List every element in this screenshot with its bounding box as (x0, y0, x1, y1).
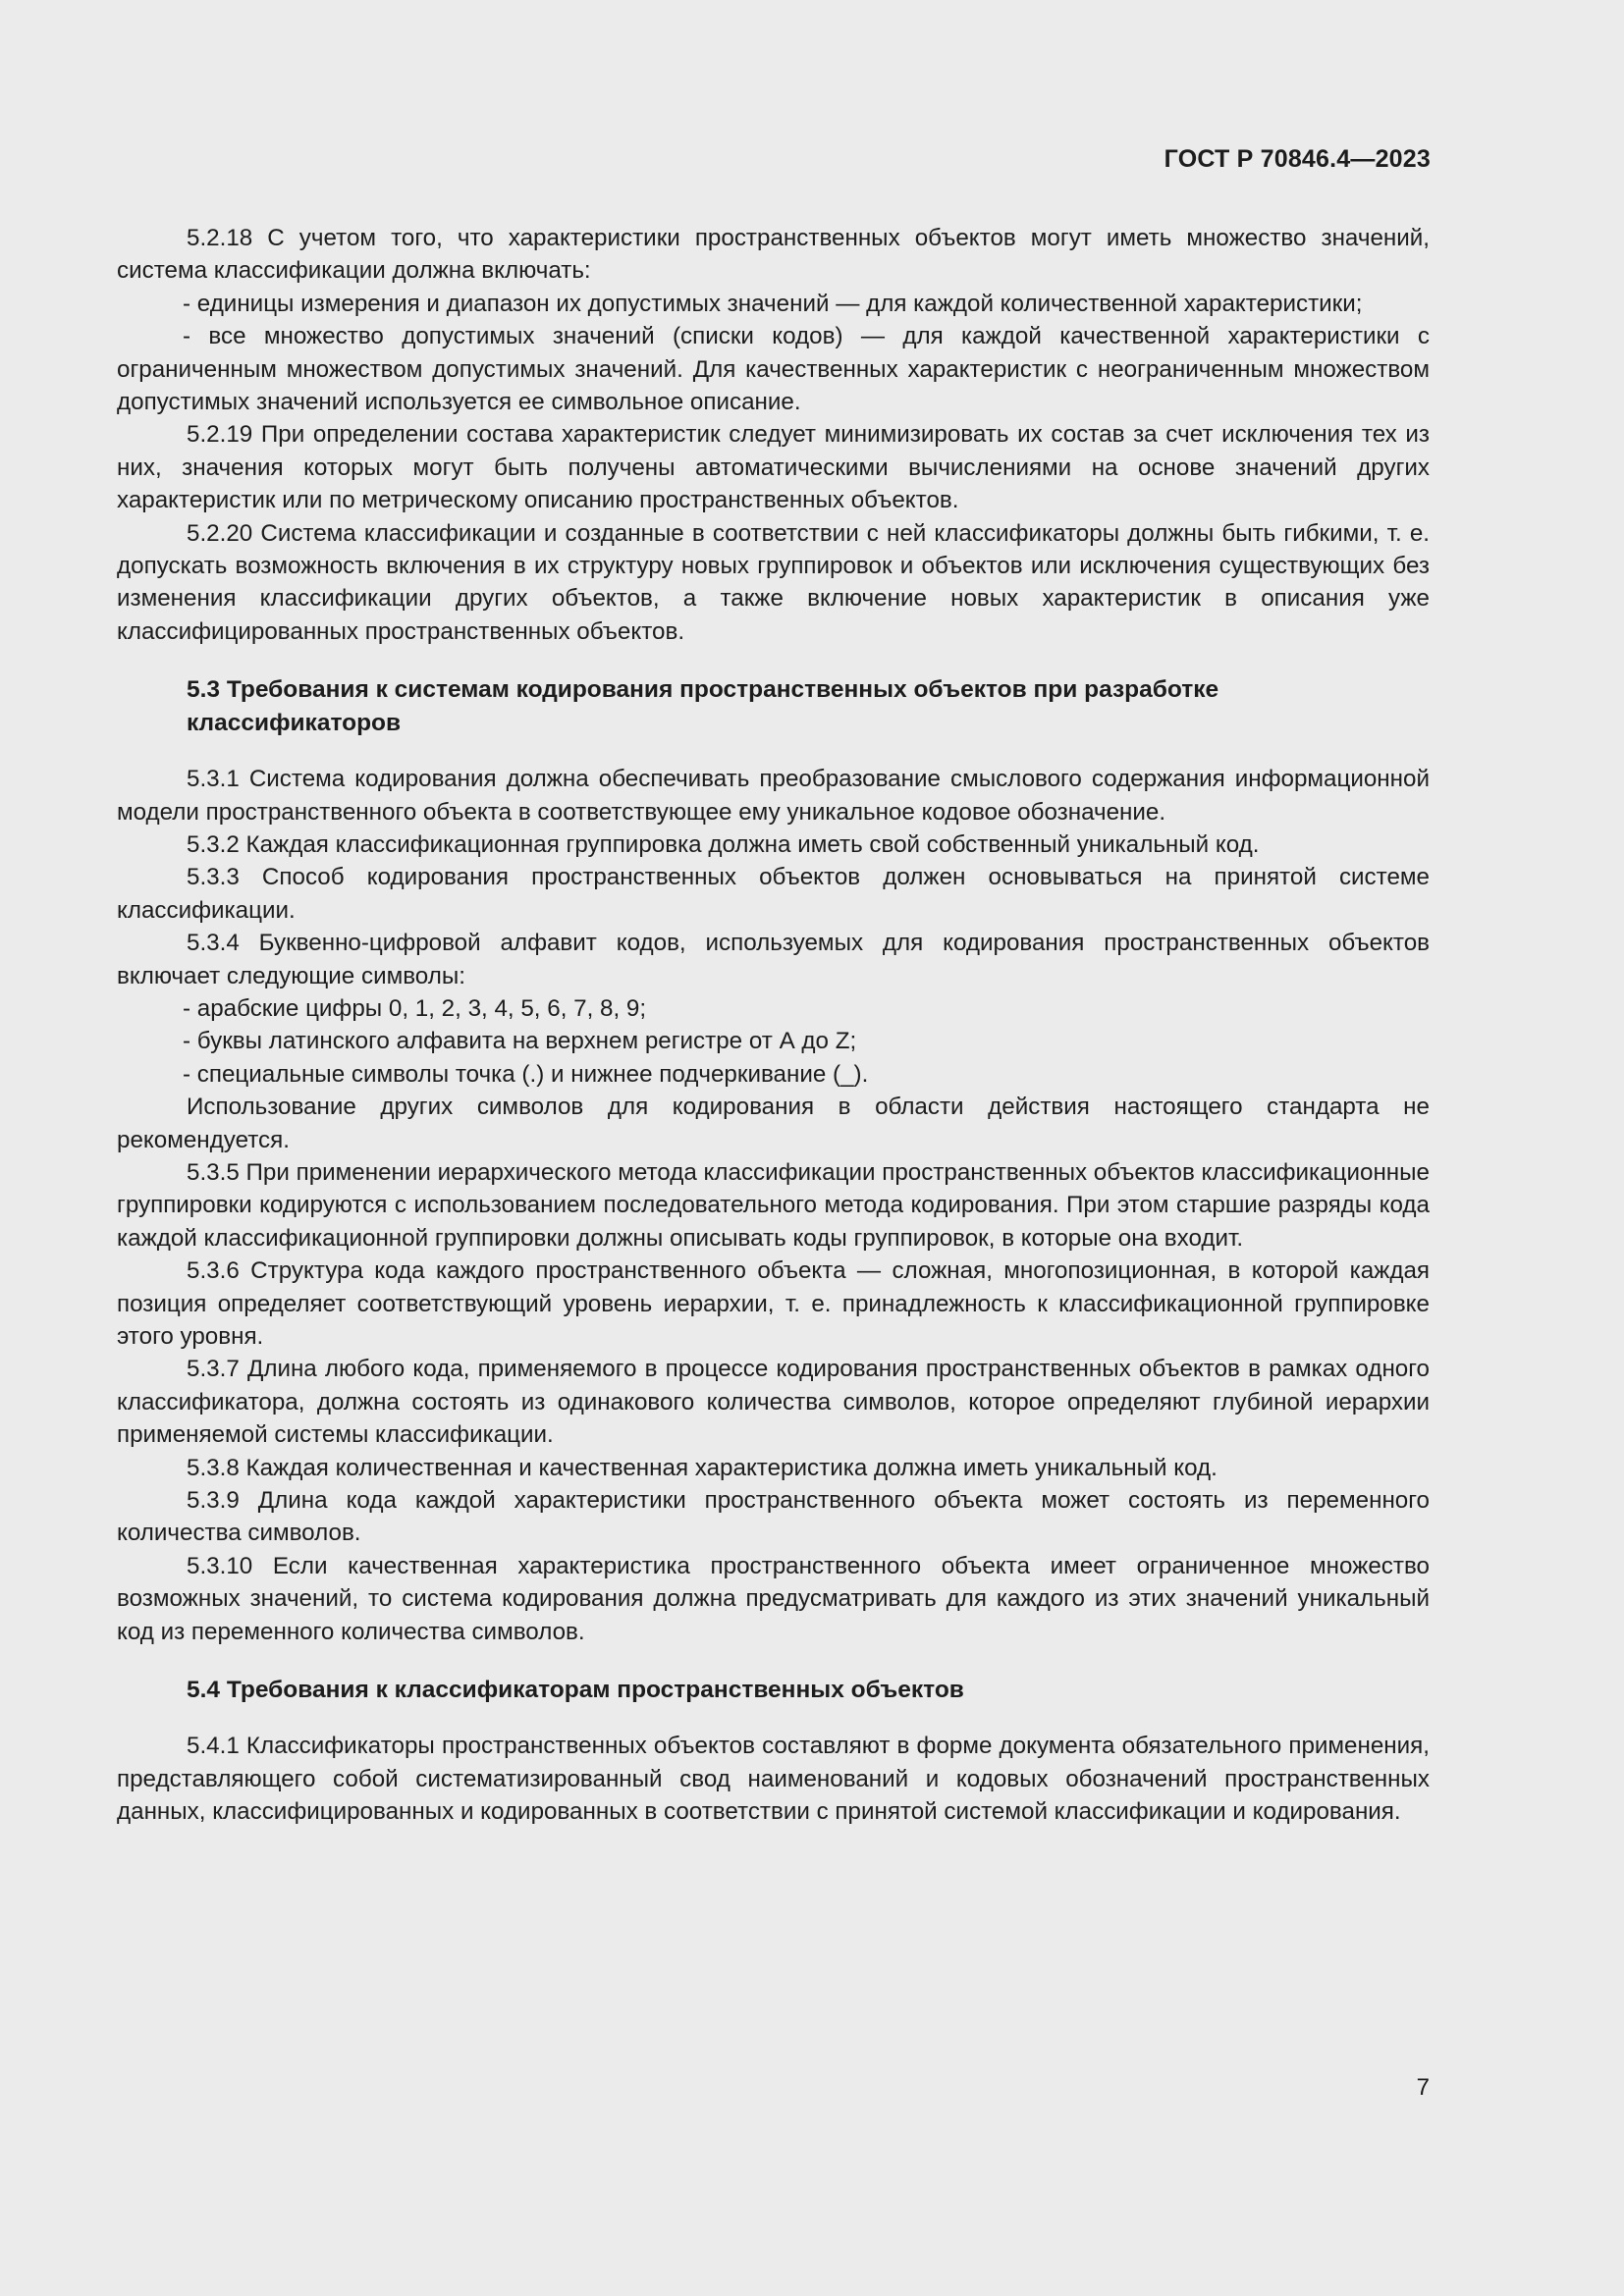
paragraph-5-3-4-note: Использование других символов для кодирования в области действия настоящего стандарта не рекомендуется. (117, 1094, 1430, 1153)
paragraph-5-3-1: 5.3.1 Система кодирования должна обеспечивать преобразование смыслового содержания информационной модели пространственного объекта в соответствующее ему уникальное кодовое обозначение. (117, 766, 1430, 826)
list-item: - все множество допустимых значений (списки кодов) — для каждой качественной характеристики с ограниченным множеством допустимых значений. Для качественных характеристик с неограниченным множеством допустимых значений используется ее символьное описание. (117, 323, 1430, 416)
paragraph-5-3-8: 5.3.8 Каждая количественная и качественная характеристика должна иметь уникальный код. (187, 1454, 1218, 1481)
section-heading-5-3: 5.3 Требования к системам кодирования пространственных объектов при разработке классификаторов (187, 676, 1219, 736)
paragraph-5-3-2: 5.3.2 Каждая классификационная группировка должна иметь свой собственный уникальный код. (187, 830, 1260, 858)
list-item: - единицы измерения и диапазон их допустимых значений — для каждой количественной характеристики; (183, 290, 1363, 317)
section-heading-5-4: 5.4 Требования к классификаторам пространственных объектов (187, 1677, 964, 1704)
paragraph-5-2-18: 5.2.18 С учетом того, что характеристики пространственных объектов могут иметь множество значений, система классификации должна включать: (117, 225, 1430, 285)
document-body (117, 222, 1430, 1829)
paragraph-5-3-6: 5.3.6 Структура кода каждого пространственного объекта — сложная, многопозиционная, в которой каждая позиция определяет соответствующий уровень иерархии, т. е. принадлежность к классификационной группировке этого уровня. (117, 1257, 1430, 1350)
page-number: 7 (1416, 2074, 1430, 2101)
paragraph-5-2-20: 5.2.20 Система классификации и созданные в соответствии с ней классификаторы должны быть гибкими, т. е. допускать возможность включения в их структуру новых группировок и объектов или исключения существующих без изменения классификации других объектов, а также включение новых характеристик в описания уже классифицированных пространственных объектов. (117, 519, 1430, 645)
document-header: ГОСТ Р 70846.4—2023 (1164, 145, 1431, 173)
list-item: - буквы латинского алфавита на верхнем регистре от А до Z; (183, 1028, 857, 1055)
paragraph-5-2-19: 5.2.19 При определении состава характеристик следует минимизировать их состав за счет исключения тех из них, значения которых могут быть получены автоматическими вычислениями на основе значений других характеристик или по метрическому описанию пространственных объектов. (117, 421, 1430, 514)
paragraph-5-3-3: 5.3.3 Способ кодирования пространственных объектов должен основываться на принятой системе классификации. (117, 864, 1430, 924)
paragraph-5-3-10: 5.3.10 Если качественная характеристика пространственного объекта имеет ограниченное множество возможных значений, то система кодирования должна предусматривать для каждого из этих значений уникальный код из переменного количества символов. (117, 1552, 1430, 1645)
list-item: - арабские цифры 0, 1, 2, 3, 4, 5, 6, 7, 8, 9; (183, 994, 647, 1022)
paragraph-5-3-4: 5.3.4 Буквенно-цифровой алфавит кодов, используемых для кодирования пространственных объектов включает следующие символы: (117, 930, 1430, 989)
paragraph-5-3-5: 5.3.5 При применении иерархического метода классификации пространственных объектов классификационные группировки кодируются с использованием последовательного метода кодирования. При этом старшие разряды кода каждой классификационной группировки должны описывать коды группировок, в которые она входит. (117, 1158, 1430, 1252)
list-item: - специальные символы точка (.) и нижнее подчеркивание (_). (183, 1060, 869, 1088)
paragraph-5-4-1: 5.4.1 Классификаторы пространственных объектов составляют в форме документа обязательного применения, представляющего собой систематизированный свод наименований и кодовых обозначений пространственных данных, классифицированных и кодированных в соответствии с принятой системой классификации и кодирования. (117, 1733, 1430, 1826)
paragraph-5-3-7: 5.3.7 Длина любого кода, применяемого в процессе кодирования пространственных объектов в рамках одного классификатора, должна состоять из одинакового количества символов, которое определяют глубиной иерархии применяемой системы классификации. (117, 1356, 1430, 1449)
paragraph-5-3-9: 5.3.9 Длина кода каждой характеристики пространственного объекта может состоять из переменного количества символов. (117, 1487, 1430, 1547)
